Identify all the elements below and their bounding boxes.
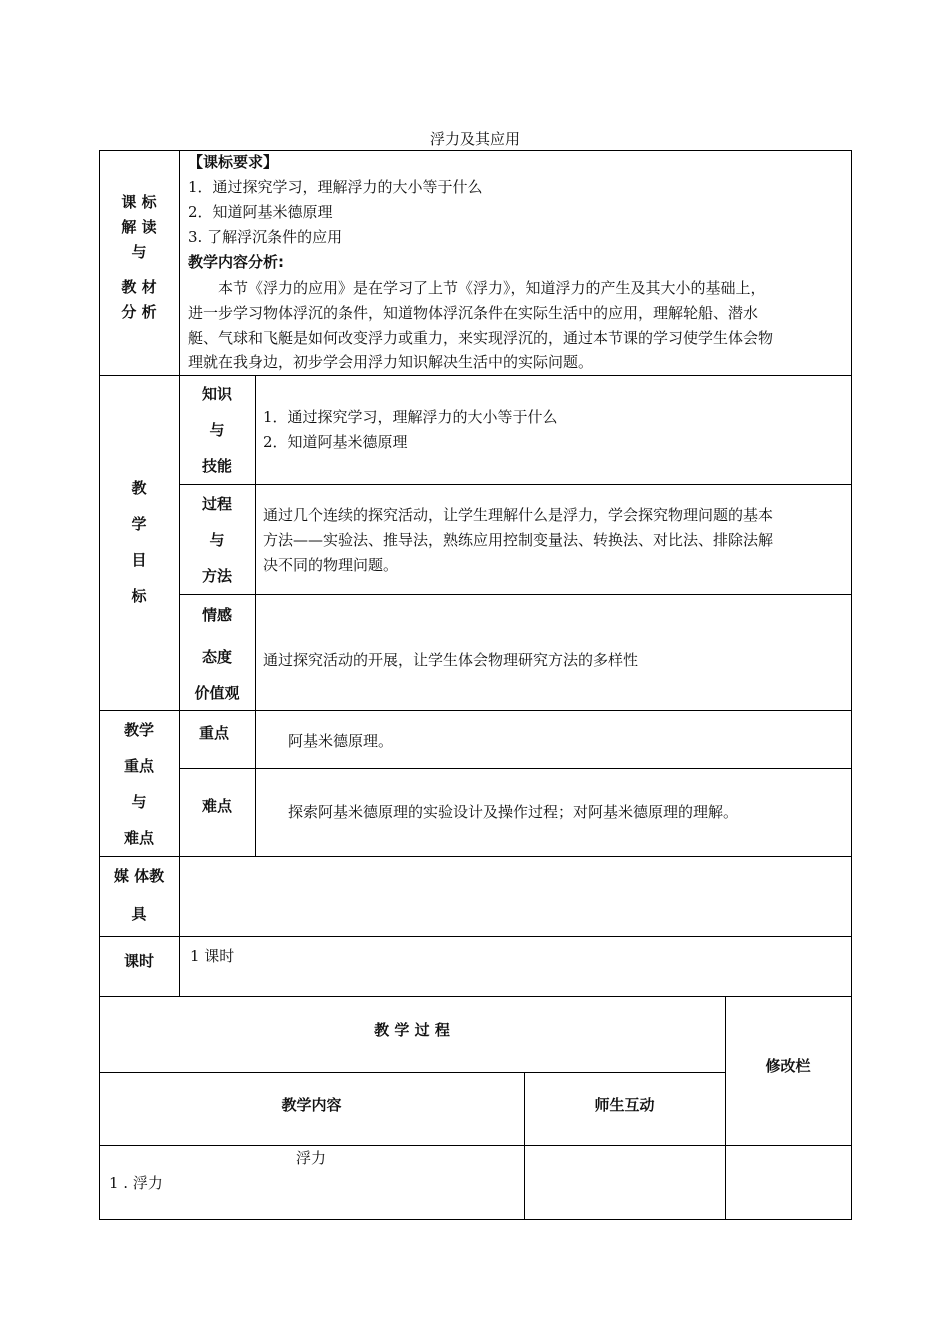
requirement-item: 3. 了解浮沉条件的应用 <box>188 228 343 246</box>
key-point-text: 阿基米德原理。 <box>288 732 394 750</box>
goal-process-line: 通过几个连续的探究活动，让学生理解什么是浮力，学会探究物理问题的基本 <box>263 506 774 524</box>
goal-knowledge-line: 2．知道阿基米德原理 <box>263 433 408 451</box>
key-point-label: 重点 <box>198 724 229 742</box>
page-title: 浮力及其应用 <box>429 130 520 148</box>
section3-label: 教学 重点 与 难点 <box>123 721 154 847</box>
analysis-heading: 教学内容分析: <box>188 253 284 271</box>
goal-attitude-line: 通过探究活动的开展，让学生体会物理研究方法的多样性 <box>263 651 639 669</box>
section2-label: 教 学 目 标 <box>131 479 147 605</box>
analysis-line: 理就在我身边，初步学会用浮力知识解决生活中的实际问题。 <box>188 353 594 371</box>
requirement-item: 1．通过探究学习，理解浮力的大小等于什么 <box>188 178 483 196</box>
process-header: 教 学 过 程 <box>374 1021 450 1039</box>
period-value: 1 课时 <box>190 947 235 965</box>
goal-knowledge-line: 1．通过探究学习，理解浮力的大小等于什么 <box>263 408 558 426</box>
interaction-column-header: 师生互动 <box>594 1096 655 1114</box>
analysis-line: 艇、气球和飞艇是如何改变浮力或重力，来实现浮沉的，通过本节课的学习使学生体会物 <box>188 329 774 347</box>
period-label: 课时 <box>123 952 154 970</box>
content-item: 1 . 浮力 <box>109 1174 163 1192</box>
difficulty-label: 难点 <box>201 797 232 815</box>
goal-process-label: 过程 与 方法 <box>201 495 232 585</box>
section1-label: 课 标 解 读 与 教 材 分 析 <box>121 193 157 321</box>
analysis-line: 本节《浮力的应用》是在学习了上节《浮力》，知道浮力的产生及其大小的基础上， <box>218 279 766 297</box>
analysis-line: 进一步学习物体浮沉的条件，知道物体浮沉条件在实际生活中的应用，理解轮船、潜水 <box>188 304 759 322</box>
media-label: 媒 体教 具 <box>113 867 165 923</box>
content-column-header: 教学内容 <box>281 1096 342 1114</box>
requirements-heading: 【课标要求】 <box>188 153 279 171</box>
goal-knowledge-label: 知识 与 技能 <box>201 385 232 475</box>
content-title: 浮力 <box>296 1149 327 1167</box>
goal-process-line: 决不同的物理问题。 <box>263 556 399 574</box>
goal-attitude-label: 情感 态度 价值观 <box>194 606 240 702</box>
requirement-item: 2．知道阿基米德原理 <box>188 203 333 221</box>
difficulty-text: 探索阿基米德原理的实验设计及操作过程；对阿基米德原理的理解。 <box>288 803 739 821</box>
goal-process-line: 方法——实验法、推导法，熟练应用控制变量法、转换法、对比法、排除法解 <box>263 531 774 549</box>
revision-column-header: 修改栏 <box>765 1057 811 1075</box>
